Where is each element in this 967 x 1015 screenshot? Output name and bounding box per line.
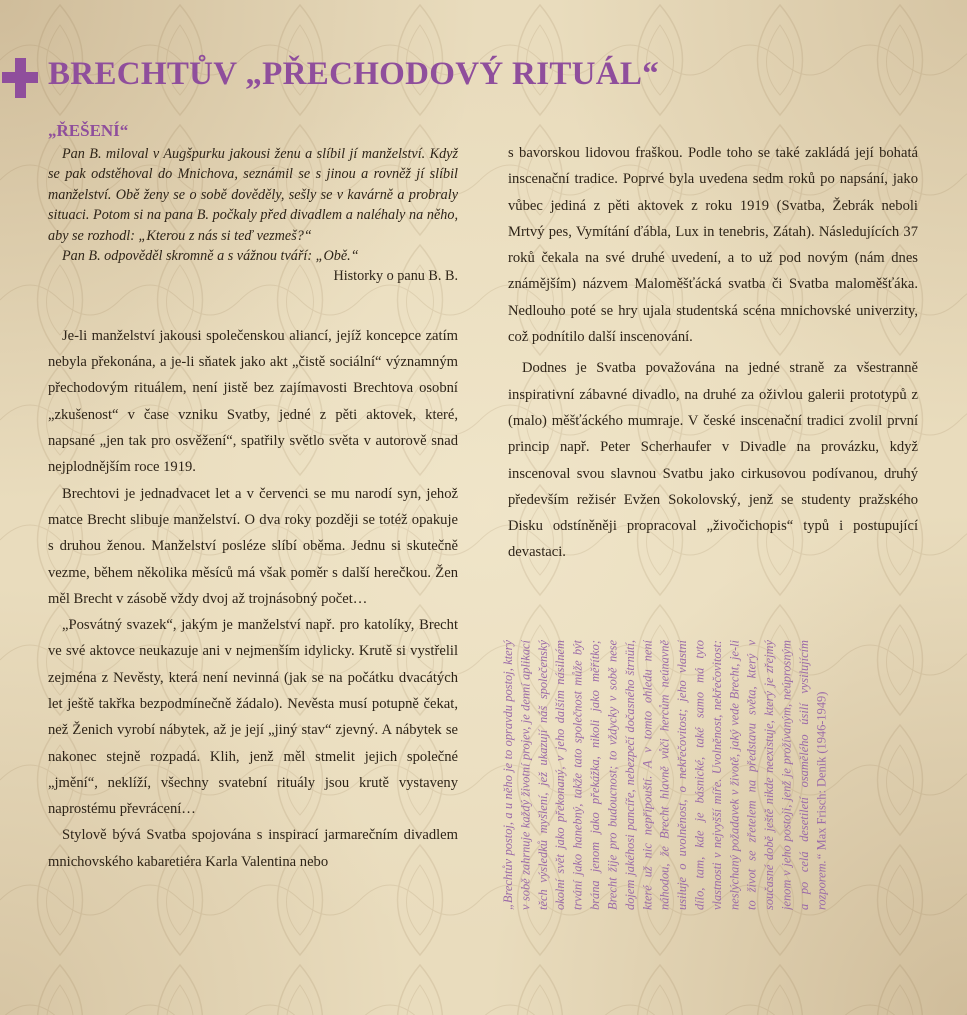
side-quote [500,640,920,910]
body-paragraph: „Posvátný svazek“, jakým je manželství např. pro katolíky, Brecht ve své aktovce neukazuje ani v nejmenším idylicky. Krutě si vystřelil zejména z Nevěsty, která není nevinná (jak se na počátku dvacátých let ještě takřka bezpodmínečně žádalo). Nevěsta musí potupně čekat, než Ženich vyrobí nábytek, až je její „jiný stav“ zjevný. A nábytek se nakonec stejně rozpadá. Klih, jenž měl stmelit jejich společné „jmění“, neklíží, všechny svatební rituály jsou krutě vystaveny naprostému převrácení… [48,617,458,818]
left-column [48,118,458,875]
right-body-text [508,140,918,566]
section-subheading: „ŘEŠENÍ“ [48,121,129,140]
body-paragraph: s bavorskou lidovou fraškou. Podle toho se také zakládá její bohatá inscenační tradice. Poprvé byla uvedena sedm roků po napsání, jako vůbec jediná z pěti aktovek z roku 1919 (Svatba, Žebrák neboli Mrtvý pes, Vymítání ďábla, Lux in tenebris, Zátah). Následujících 37 roků čekala na své druhé uvedení, a to už pod novým (nám dnes známějším) názvem Maloměšťácká svatba či Svatba maloměšťáka. Nedlouho poté se hry ujala studentská scéna mnichovské univerzity, což podnítilo další inscenování. [508,145,918,346]
right-column [508,140,918,566]
side-quote-text: „Brechtův postoj, a u něho je to opravdu postoj, který v sobě zahrnuje každý životní projev, je denní aplikací těch výsledků myšlení, jež ukazují náš společenský okolní svět jako překonaný, v jeho dalším násilném trvání jako hanebný, takže tato společnost může být brána jenom jako překážka, nikoli jako měřítko; Brecht žije pro budoucnost; to vždycky v sobě nese dojem jakéhosi pancíře, nebezpečí dočasného štrnütí, které už nic nepřipouští. A v tomto ohledu není náhodou, že Brecht hlavně vůči hercům neúnavně usiluje o uvolněnost, o nekřečovitost; jeho vlastní dílo, tam, kde je básnické, také samo má tyto vlastnosti v nejvyšší míře. Uvolněnost, nekřečovitost: neslýchaný požadavek v životě, jaký vede Brecht, je-li to život se zřetelem na představu světa, který v současné době ještě nikde neexistuje, který je zřejmý jenom v jeho postoji, jenž je prožívaným, neúprosným a po celá desetiletí osamělého úsilí vysilujícím rozporem.“ [501,640,829,910]
body-paragraph: Brechtovi je jednadvacet let a v červenci se mu narodí syn, jehož matce Brecht slibuje manželství. O dva roky později se totéž opakuje s druhou ženou. Manželství posléze slíbí oběma. Jednu si skutečně vezme, během několika měsíců má však poměr s další herečkou. Žen měl Brecht v zásobě vždy dvoj až trojnásobný počet… [48,485,458,607]
body-paragraph: Stylově bývá Svatba spojována s inspirací jarmarečním divadlem mnichovského kabaretiéra Karla Valentina nebo [48,827,458,870]
epigraph-paragraph: Pan B. odpověděl skromně a s vážnou tváří: „Obě.“ [62,248,359,265]
side-quote-author: Max Frisch: Deník (1946-1949) [814,691,829,851]
page-title: BRECHTŮV „PŘECHODOVÝ RITUÁL“ [48,56,660,92]
left-body-text [48,323,458,875]
epigraph [48,144,458,287]
body-paragraph: Je-li manželství jakousi společenskou aliancí, jejíž koncepce zatím nebyla překonána, a je-li sňatek jako akt „čistě sociální“ významným přechodovým rituálem, není jistě bez zajímavosti Brechtova osobní „zkušenost“ v čase vzniku Svatby, jedné z pěti aktovek, které, napsané „jen tak pro osvěžení“, spatřily světlo světa v autorově snad nejplodnějším roce 1919. [48,327,458,476]
epigraph-paragraph: Pan B. miloval v Augšpurku jakousi ženu a slíbil jí manželství. Když se pak odstěhoval do Mnichova, seznámil se s jinou a rovněž jí slíbil manželství. Obě ženy se o sobě dověděly, sešly se v kavárně a probraly situaci. Potom si na pana B. počkaly před divadlem a naléhaly na něho, aby se rozhodl: „Kterou z nás si teď vezmeš?“ [48,146,458,244]
epigraph-source: Historky o panu B. B. [333,268,458,285]
body-paragraph: Dodnes je Svatba považována na jedné straně za všestranně inspirativní zábavné divadlo, na druhé za oživlou galerii prototypů z (malo) měšťáckého mumraje. V české inscenační tradici zvolil první princip např. Peter Scherhaufer v Divadle na provázku, když inscenoval svou slavnou Svatbu jako cirkusovou podívanou, druhý především režisér Evžen Sokolovský, jenž se studenty pražského Disku odstíněněji propracoval „živočichopis“ typů i postupující devastaci. [508,360,918,561]
plus-cross-icon [2,58,38,98]
